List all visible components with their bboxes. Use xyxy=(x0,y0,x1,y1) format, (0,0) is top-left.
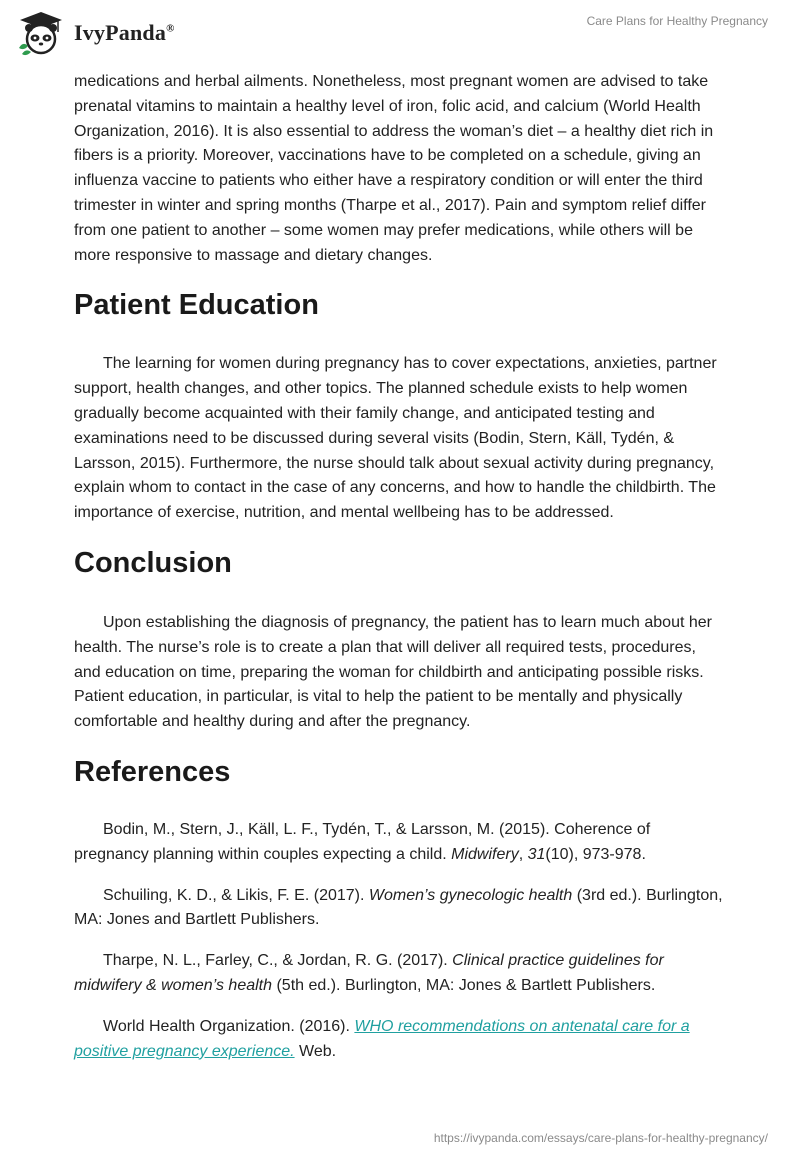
conclusion-heading: Conclusion xyxy=(74,546,232,579)
reference-journal: Midwifery xyxy=(451,845,519,863)
panda-logo-icon xyxy=(16,8,66,58)
reference-volume: 31 xyxy=(527,845,546,863)
references-heading: References xyxy=(74,755,231,788)
essay-content xyxy=(74,70,726,1064)
reference-item: Schuiling, K. D., & Likis, F. E. (2017). Women’s gynecologic health (3rd ed.). Burlington, MA: Jones and Bartlett Publishers. xyxy=(74,886,723,929)
conclusion-paragraph: Upon establishing the diagnosis of pregnancy, the patient has to learn much about her health. The nurse’s role is to create a plan that will deliver all required tests, procedures, and education on time, preparing the woman for childbirth and anticipating possible risks. Patient education, in particular, is vital to help the patient to be mentally and physically comfortable and healthy during and after the pregnancy. xyxy=(74,613,712,731)
patient-education-paragraph: The learning for women during pregnancy has to cover expectations, anxieties, partner support, health changes, and other topics. The planned schedule exists to help women gradually become acquainted with their family change, and anticipated testing and examinations need to be discussed during several visits (Bodin, Stern, Käll, Tydén, & Larsson, 2015). Furthermore, the nurse should talk about sexual activity during pregnancy, explain whom to contact in the case of any concerns, and how to handle the childbirth. The importance of exercise, nutrition, and mental wellbeing has to be addressed. xyxy=(74,355,717,522)
reference-item: Tharpe, N. L., Farley, C., & Jordan, R. G. (2017). Clinical practice guidelines for midwifery & women’s health (5th ed.). Burlington, MA: Jones & Bartlett Publishers. xyxy=(74,952,664,994)
ivypanda-logo[interactable] xyxy=(16,8,175,58)
reference-title: Women’s gynecologic health xyxy=(368,886,573,904)
footer-url: https://ivypanda.com/essays/care-plans-for-healthy-pregnancy/ xyxy=(433,1131,768,1145)
reference-title: Clinical practice guidelines for midwifery & women’s health xyxy=(74,952,664,994)
continuation-paragraph: medications and herbal ailments. Nonetheless, most pregnant women are advised to take prenatal vitamins to maintain a healthy level of iron, folic acid, and calcium (World Health Organization, 2016). It is also essential to address the woman’s diet – a healthy diet rich in fibers is a priority. Moreover, vaccinations have to be completed on a schedule, giving an influenza vaccine to patients who either have a respiratory condition or will enter the third trimester in winter and spring months (Tharpe et al., 2017). Pain and symptom relief differ from one patient to another – some women may prefer medications, while others will be more responsive to massage and dietary changes. xyxy=(74,73,714,264)
who-recommendations-link[interactable]: WHO recommendations on antenatal care for a positive pregnancy experience. xyxy=(74,1017,690,1060)
patient-education-heading: Patient Education xyxy=(74,289,319,322)
document-title: Care Plans for Healthy Pregnancy xyxy=(586,14,768,28)
page-header xyxy=(0,0,800,66)
reference-item: World Health Organization. (2016). WHO recommendations on antenatal care for a positive pregnancy experience. Web. xyxy=(74,1017,690,1060)
logo-wordmark: IvyPanda® xyxy=(74,20,175,45)
reference-item: Bodin, M., Stern, J., Käll, L. F., Tydén, T., & Larsson, M. (2015). Coherence of pregnancy planning within couples expecting a child. Midwifery, 31(10), 973-978. xyxy=(74,820,651,863)
